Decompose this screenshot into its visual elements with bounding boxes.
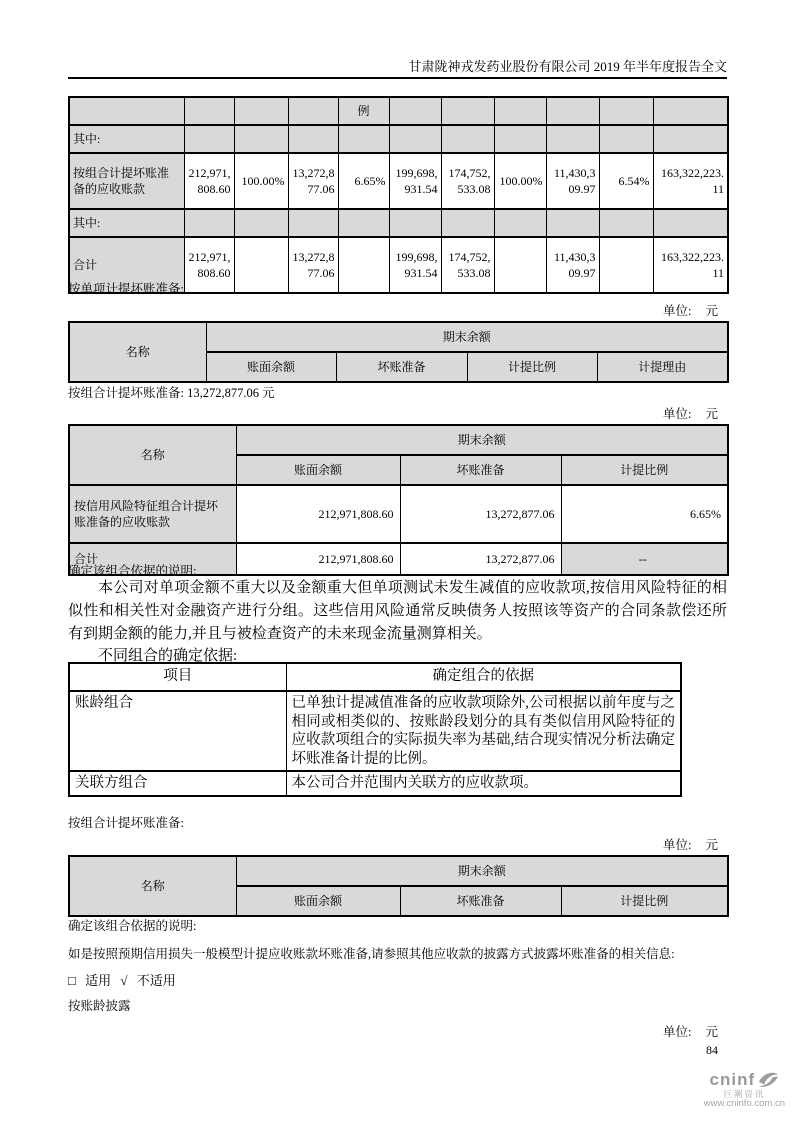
t4-header-basis: 确定组合的依据 (286, 663, 681, 691)
t1-cell-r3-c4 (338, 209, 389, 237)
t1-cell-r1-c4 (338, 125, 389, 153)
aging-disclosure-label: 按账龄披露 (68, 999, 131, 1013)
t1-cell-r0-c4: 例 (338, 97, 389, 125)
unit-line-2 (663, 404, 718, 422)
t1-cell-r1-c8 (546, 125, 599, 153)
t2-header-name: 名称 (69, 322, 206, 382)
t1-cell-r4-c6: 174,752,533.08 (441, 237, 494, 293)
t1-cell-r1-c2 (234, 125, 288, 153)
t1-cell-r2-c8: 11,430,309.97 (546, 153, 599, 209)
t1-cell-r3-c7 (494, 209, 546, 237)
t1-cell-r4-c9 (599, 237, 653, 293)
t1-cell-r1-c5 (389, 125, 441, 153)
t1-cell-r2-c0: 按组合计提坏账准备的应收账款 (69, 153, 184, 209)
t1-cell-r1-c6 (441, 125, 494, 153)
t1-cell-r3-c10 (653, 209, 728, 237)
cninfo-logo (704, 1070, 785, 1110)
different-basis-title: 不同组合的确定依据: (98, 648, 238, 664)
t1-cell-r4-c1: 212,971,808.60 (184, 237, 234, 293)
unit-label: 单位: (663, 304, 692, 318)
checkbox-unchecked-icon: □ (68, 973, 76, 988)
t3-header-balance: 期末余额 (236, 425, 728, 455)
t2-header-bad-debt: 坏账准备 (336, 352, 467, 382)
ecl-model-note: 如是按照预期信用损失一般模型计提应收账款坏账准备,请参照其他应收款的披露方式披露坏账准备的相关信息: (68, 947, 675, 961)
t3-cell-r0-c3: 6.65% (561, 485, 728, 543)
t4-cell-row-0 (69, 691, 681, 771)
t5-header-book-balance: 账面余额 (236, 886, 400, 916)
t1-cell-r4-c5: 199,698,931.54 (389, 237, 441, 293)
cninfo-logo-chinese: 巨潮资讯 (723, 1089, 766, 1099)
t3-cell-r1-c1: 212,971,808.60 (236, 543, 400, 575)
t1-cell-r2-c9: 6.54% (599, 153, 653, 209)
portfolio-basis-note-1: 确定该组合依据的说明: (68, 564, 197, 578)
t2-header-ratio: 计提比例 (467, 352, 597, 382)
t1-cell-r1-c0: 其中: (69, 125, 184, 153)
t5-header-balance: 期末余额 (236, 856, 728, 886)
t1-cell-r3-c1 (184, 209, 234, 237)
t1-cell-r4-c3: 13,272,877.06 (288, 237, 338, 293)
t1-cell-r3-c2 (234, 209, 288, 237)
t4-cell-r1-c0: 关联方组合 (69, 771, 286, 796)
not-applicable-label: 不适用 (136, 973, 176, 988)
t1-cell-r3-c3 (288, 209, 338, 237)
t1-cell-r2-c3: 13,272,877.06 (288, 153, 338, 209)
t1-cell-r0-c3 (288, 97, 338, 125)
t1-cell-r1-c3 (288, 125, 338, 153)
t3-header-book-balance: 账面余额 (236, 455, 400, 485)
t4-cell-r1-c1: 本公司合并范围内关联方的应收款项。 (286, 771, 681, 796)
t2-header-book-balance: 账面余额 (206, 352, 336, 382)
unit-value: 元 (705, 838, 718, 852)
t2-header-balance: 期末余额 (206, 322, 728, 352)
t1-cell-r3-c5 (389, 209, 441, 237)
credit-risk-portfolio-table (68, 424, 729, 576)
t3-cell-r0-c2: 13,272,877.06 (400, 485, 561, 543)
t1-cell-r2-c7: 100.00% (494, 153, 546, 209)
t1-cell-r1-c10 (653, 125, 728, 153)
t3-cell-r0-c1: 212,971,808.60 (236, 485, 400, 543)
t1-cell-r3-c6 (441, 209, 494, 237)
t1-cell-r4-c10: 163,322,223.11 (653, 237, 728, 293)
t4-header-item: 项目 (69, 663, 286, 691)
provision-summary-table (68, 96, 729, 294)
t1-cell-r0-c5 (389, 97, 441, 125)
t3-header-ratio: 计提比例 (561, 455, 728, 485)
portfolio-basis-paragraph: 本公司对单项金额不重大以及金额重大但单项测试未发生减值的应收款项,按信用风险特征的相似性和相关性对金融资产进行分组。这些信用风险通常反映债务人按照该等资产的合同条款偿还所有到期金额的能力,并且与被检查资产的未来现金流量测算相关。 (68, 580, 727, 642)
t1-cell-r3-c9 (599, 209, 653, 237)
unit-line-4 (663, 1022, 718, 1040)
checkmark-icon: √ (120, 973, 128, 988)
t3-header-name: 名称 (69, 425, 236, 485)
t1-cell-r2-c5: 199,698,931.54 (389, 153, 441, 209)
group-provision-label-2: 按组合计提坏账准备: (68, 816, 184, 830)
t4-cell-r0-c0: 账龄组合 (69, 691, 286, 771)
t3-cell-r1-c0: 合计 (69, 543, 236, 575)
portfolio-basis-note-2: 确定该组合依据的说明: (68, 919, 197, 933)
unit-value: 元 (705, 1025, 718, 1039)
t1-cell-r3-c0: 其中: (69, 209, 184, 237)
t2-header-reason: 计提理由 (597, 352, 728, 382)
t5-header-bad-debt: 坏账准备 (400, 886, 561, 916)
t1-cell-r3-c8 (546, 209, 599, 237)
applicable-label: 适用 (85, 973, 112, 988)
t1-cell-r0-c10 (653, 97, 728, 125)
t1-cell-r1-c9 (599, 125, 653, 153)
t1-cell-r0-c6 (441, 97, 494, 125)
single-item-provision-table (68, 321, 729, 383)
single-item-provision-label: 按单项计提坏账准备: (68, 282, 184, 296)
t1-cell-r4-c7 (494, 237, 546, 293)
unit-label: 单位: (663, 1025, 692, 1039)
t3-cell-r1-c3: -- (561, 543, 728, 575)
report-header-title: 甘肃陇神戎发药业股份有限公司 2019 年半年度报告全文 (408, 59, 727, 74)
t1-cell-r4-c2 (234, 237, 288, 293)
group-provision-table (68, 855, 729, 917)
applicability-line (68, 970, 182, 989)
t1-cell-r2-c6: 174,752,533.08 (441, 153, 494, 209)
cninfo-logo-url: www.cninfo.com.cn (703, 1098, 785, 1110)
t4-cell-r0-c1: 已单独计提减值准备的应收款项除外,公司根据以前年度与之相同或相类似的、按账龄段划分的具有类似信用风险特征的应收款项组合的实际损失率为基础,结合现实情况分析法确定坏账准备计提的比例。 (286, 691, 681, 771)
header-rule (68, 77, 727, 79)
t3-cell-r1-c2: 13,272,877.06 (400, 543, 561, 575)
t1-cell-r4-c4 (338, 237, 389, 293)
t3-cell-row-0 (69, 485, 728, 543)
unit-label: 单位: (663, 838, 692, 852)
t1-cell-row-2 (69, 153, 728, 209)
t1-cell-row-3 (69, 209, 728, 237)
cninfo-swoosh-icon (757, 1070, 779, 1090)
unit-label: 单位: (663, 407, 692, 421)
t1-cell-r4-c0: 合计 (69, 237, 184, 293)
t1-cell-r1-c7 (494, 125, 546, 153)
t1-cell-r0-c7 (494, 97, 546, 125)
t3-cell-r0-c0: 按信用风险特征组合计提坏账准备的应收账款 (69, 485, 236, 543)
t1-cell-r4-c8: 11,430,309.97 (546, 237, 599, 293)
t1-cell-r2-c10: 163,322,223.11 (653, 153, 728, 209)
t3-header-bad-debt: 坏账准备 (400, 455, 561, 485)
group-provision-total-line (68, 383, 275, 401)
t1-cell-r0-c1 (184, 97, 234, 125)
t1-cell-r2-c4: 6.65% (338, 153, 389, 209)
unit-value: 元 (705, 304, 718, 318)
t1-cell-r0-c2 (234, 97, 288, 125)
t1-cell-row-1 (69, 125, 728, 153)
t5-header-name: 名称 (69, 856, 236, 916)
t1-cell-r1-c1 (184, 125, 234, 153)
cninfo-logo-name: cninf (709, 1069, 756, 1089)
t4-cell-row-1 (69, 771, 681, 796)
portfolio-basis-table (68, 662, 682, 797)
t1-cell-r0-c8 (546, 97, 599, 125)
unit-line-3 (663, 835, 718, 853)
group-provision-total-label: 按组合计提坏账准备: (68, 386, 184, 400)
t1-cell-r2-c1: 212,971,808.60 (184, 153, 234, 209)
unit-value: 元 (705, 407, 718, 421)
t5-header-ratio: 计提比例 (561, 886, 728, 916)
t1-cell-r0-c9 (599, 97, 653, 125)
unit-line-1 (663, 301, 718, 319)
group-provision-total-amount: 13,272,877.06 元 (187, 386, 275, 400)
t1-cell-row-0 (69, 97, 728, 125)
page-number: 84 (706, 1043, 718, 1057)
t1-cell-r2-c2: 100.00% (234, 153, 288, 209)
t1-cell-r0-c0 (69, 97, 184, 125)
